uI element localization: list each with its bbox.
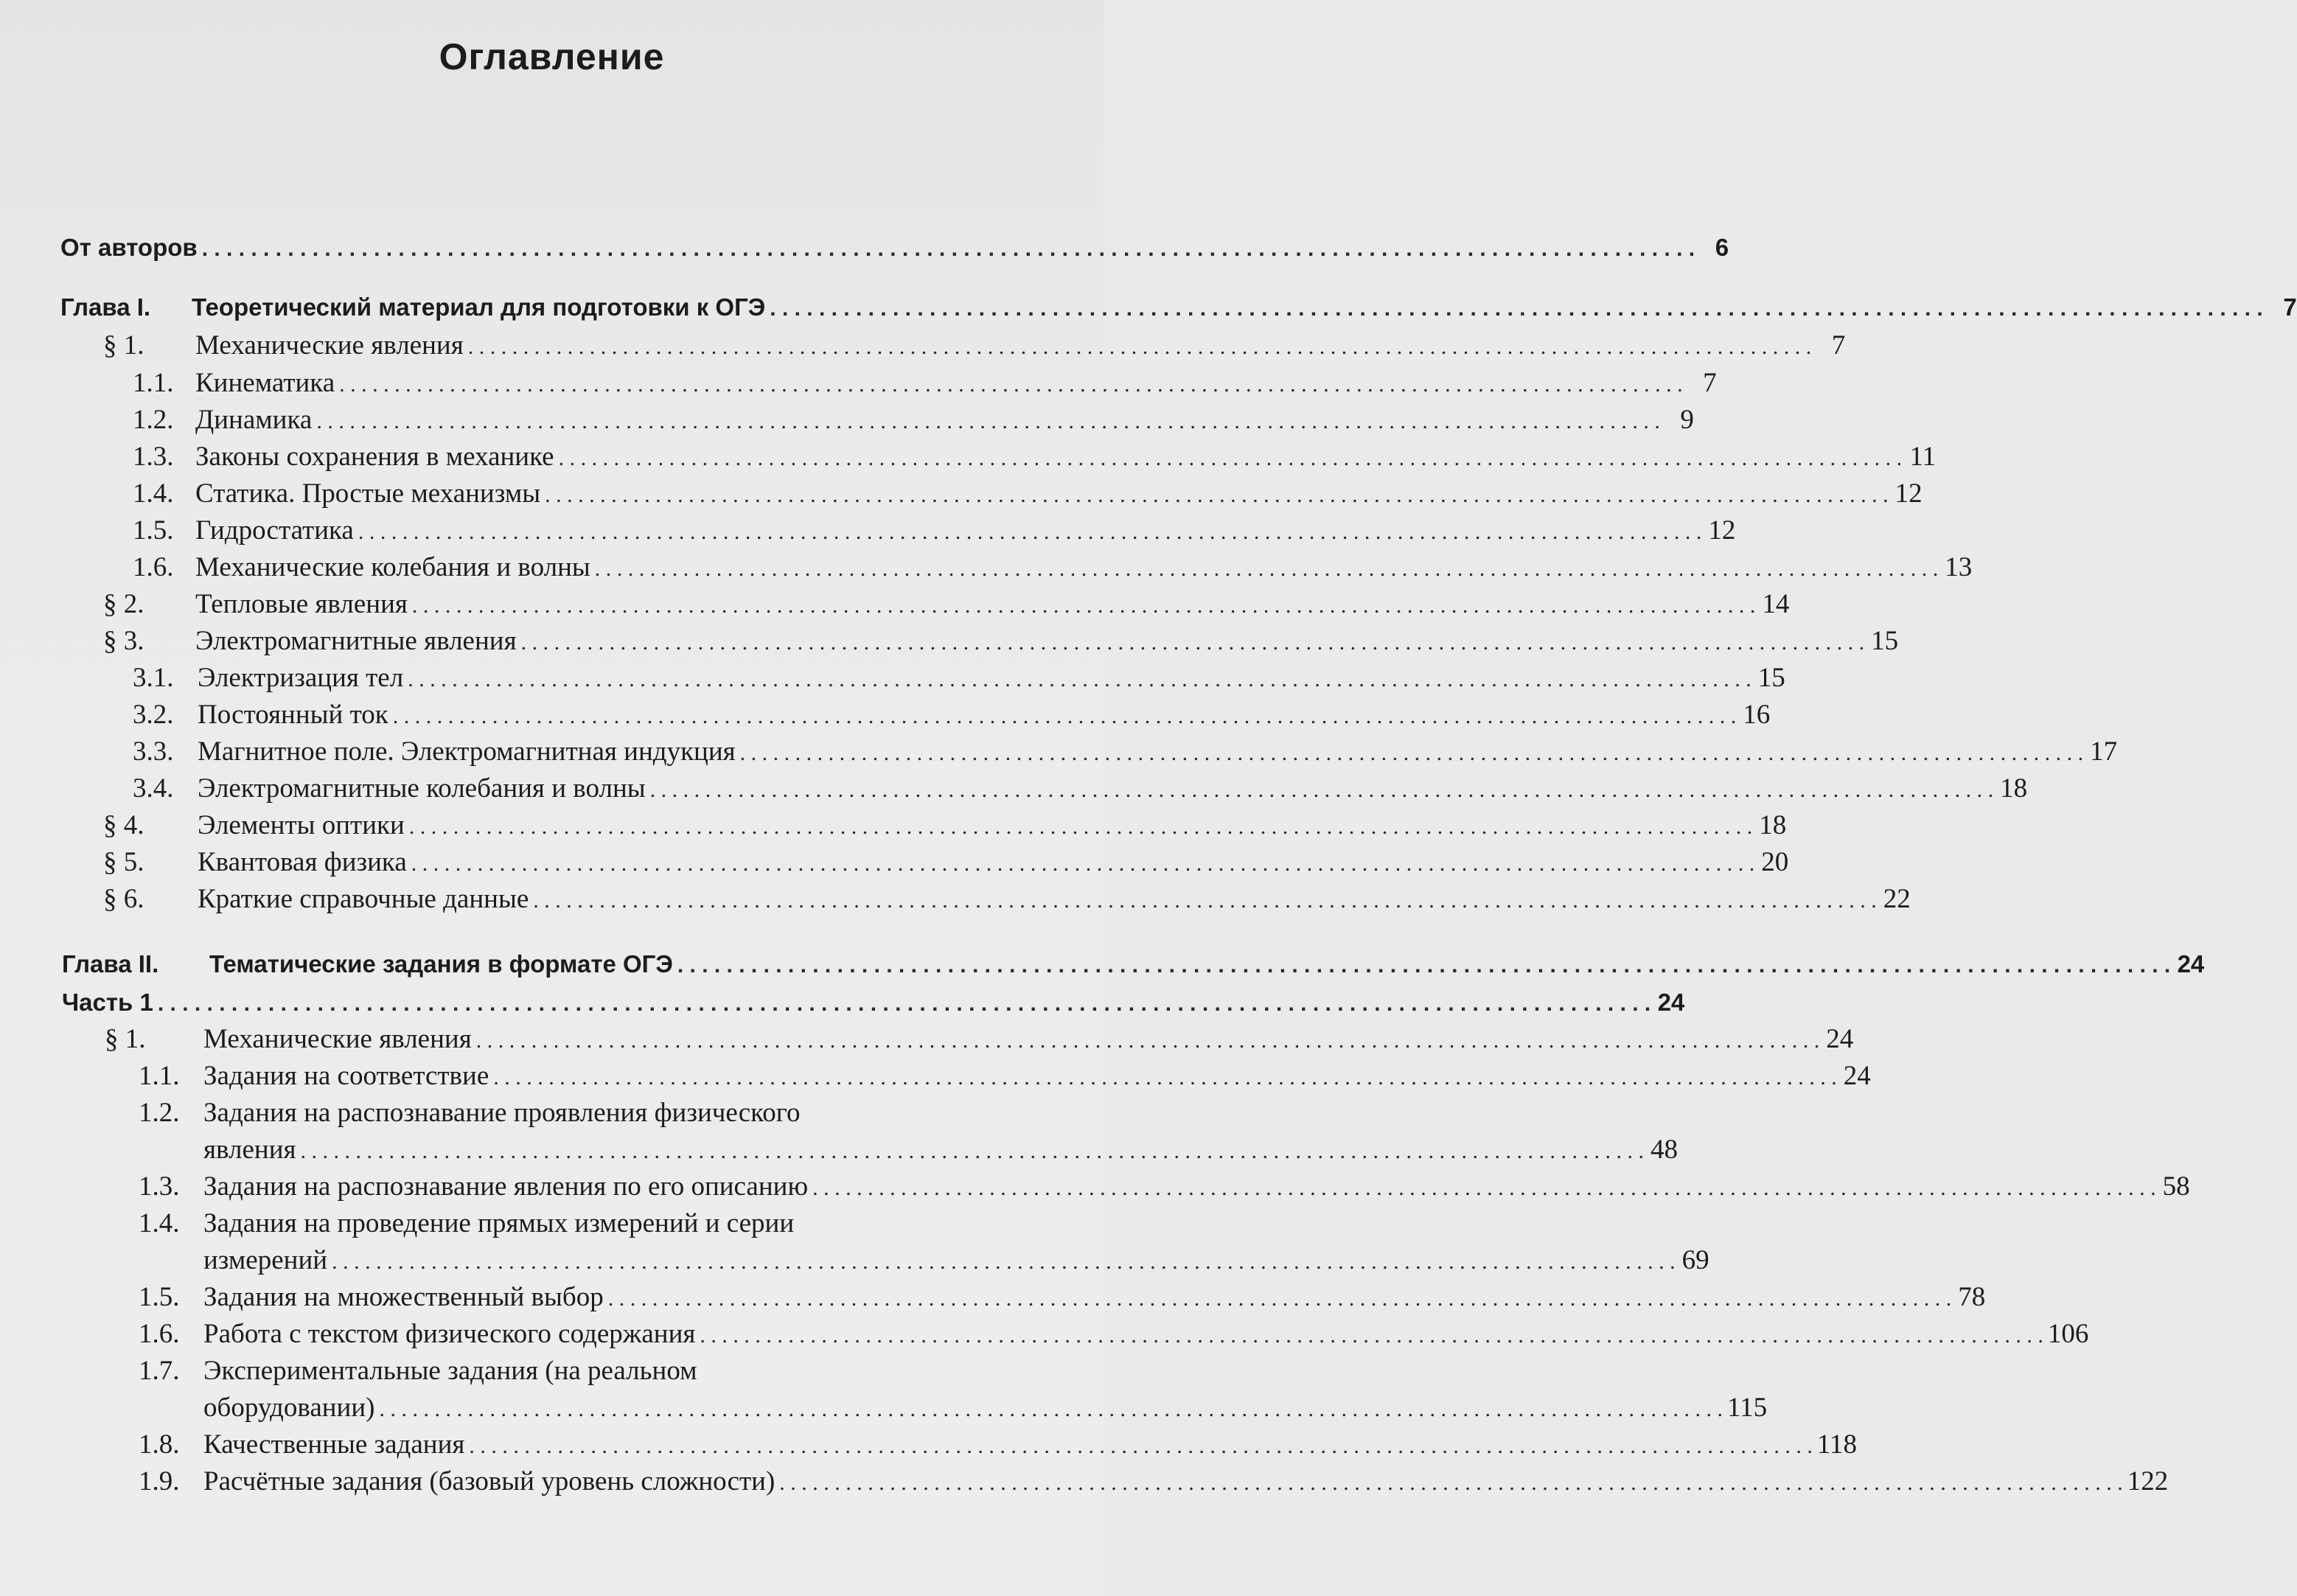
entry-number: § 3. xyxy=(103,626,144,656)
toc-entry-subsection[interactable] xyxy=(139,1169,2190,1205)
entry-number: 1.6. xyxy=(133,552,174,582)
entry-page: 7 xyxy=(2283,293,2297,321)
dot-leader xyxy=(339,367,1683,403)
entry-number: § 5. xyxy=(103,847,144,877)
toc-entry-subsection[interactable] xyxy=(139,1059,1871,1094)
entry-text: Динамика xyxy=(195,405,313,435)
dot-leader xyxy=(469,1429,1813,1464)
entry-page: 9 xyxy=(1680,405,1694,435)
dot-leader xyxy=(740,736,2084,771)
entry-page: 12 xyxy=(1895,478,1923,509)
toc-entry-section[interactable] xyxy=(103,587,1790,622)
entry-text: Задания на распознавание проявления физического xyxy=(203,1098,801,1128)
toc-entry-section[interactable] xyxy=(103,845,1789,880)
dot-leader xyxy=(379,1392,1723,1427)
entry-page: 15 xyxy=(1871,626,1899,656)
dot-leader xyxy=(650,773,1994,808)
entry-text: Задания на проведение прямых измерений и серии xyxy=(203,1208,795,1238)
toc-entry-continuation[interactable] xyxy=(203,1132,1679,1168)
entry-text: Магнитное поле. Электромагнитная индукция xyxy=(198,736,736,767)
entry-number: 1.5. xyxy=(139,1282,180,1312)
dot-leader xyxy=(770,291,2262,327)
entry-number: 1.4. xyxy=(139,1208,180,1238)
entry-page: 18 xyxy=(2000,773,2028,804)
toc-entry-subsection[interactable] xyxy=(133,734,2118,770)
dot-leader xyxy=(476,1023,1820,1059)
entry-page: 69 xyxy=(1681,1245,1709,1275)
dot-leader xyxy=(559,441,1903,476)
dot-leader xyxy=(700,1318,2043,1353)
dot-leader xyxy=(411,846,1755,882)
dot-leader xyxy=(545,478,1889,513)
entry-page: 16 xyxy=(1743,700,1771,730)
entry-page: 118 xyxy=(1816,1429,1858,1460)
entry-number: Глава I. xyxy=(60,293,151,321)
entry-page: 12 xyxy=(1708,515,1736,546)
entry-number: § 2. xyxy=(103,589,144,619)
entry-text-continued: измерений xyxy=(203,1245,328,1275)
entry-text: Задания на соответствие xyxy=(203,1061,489,1091)
entry-page: 24 xyxy=(1843,1061,1871,1091)
dot-leader xyxy=(533,883,1877,919)
toc-entry-subsection[interactable] xyxy=(133,661,1785,696)
entry-text: Работа с текстом физического содержания xyxy=(203,1319,696,1349)
entry-text: Законы сохранения в механике xyxy=(195,442,554,472)
dot-leader xyxy=(493,1060,1837,1095)
entry-page: 17 xyxy=(2090,736,2118,767)
entry-page: 24 xyxy=(2177,950,2205,978)
entry-number: 1.4. xyxy=(133,478,174,509)
dot-leader xyxy=(595,551,1939,587)
dot-leader xyxy=(412,588,1756,624)
entry-text: Электромагнитные явления xyxy=(195,626,517,656)
entry-page: 122 xyxy=(2127,1466,2169,1496)
entry-number: 1.8. xyxy=(139,1429,180,1460)
entry-text: Теоретический материал для подготовки к ОГЭ xyxy=(192,293,766,321)
dot-leader xyxy=(608,1281,1952,1317)
toc-entry-subsection[interactable] xyxy=(139,1464,2169,1499)
entry-page: 78 xyxy=(1958,1282,1986,1312)
dot-leader xyxy=(202,231,1695,267)
entry-page: 22 xyxy=(1883,884,1911,914)
entry-text: Гидростатика xyxy=(195,515,354,546)
entry-page: 14 xyxy=(1762,589,1790,619)
entry-text: Электризация тел xyxy=(198,663,404,693)
entry-page: 48 xyxy=(1651,1135,1679,1165)
dot-leader xyxy=(316,404,1660,439)
entry-text: Механические колебания и волны xyxy=(195,552,590,582)
toc-entry-subsection[interactable] xyxy=(133,771,2028,806)
entry-page: 20 xyxy=(1761,847,1789,877)
dot-leader xyxy=(409,809,1753,845)
entry-page: 18 xyxy=(1759,810,1787,840)
dot-leader xyxy=(393,699,1737,734)
entry-number: 1.5. xyxy=(133,515,174,546)
entry-number: 3.2. xyxy=(133,700,174,730)
entry-page: 7 xyxy=(1831,330,1846,360)
toc-entry-continuation[interactable] xyxy=(203,1390,1768,1426)
entry-text: Электромагнитные колебания и волны xyxy=(198,773,646,804)
entry-number: 3.4. xyxy=(133,773,174,804)
entry-page: 6 xyxy=(1715,234,1729,261)
entry-number: 1.9. xyxy=(139,1466,180,1496)
entry-text: Задания на распознавание явления по его описанию xyxy=(203,1171,809,1202)
toc-entry-subsection[interactable] xyxy=(139,1280,1986,1315)
entry-text: Статика. Простые механизмы xyxy=(195,478,541,509)
entry-page: 11 xyxy=(1909,442,1937,472)
entry-number: 1.3. xyxy=(133,442,174,472)
toc-entry-section[interactable] xyxy=(103,328,1846,363)
toc-entry-continuation[interactable] xyxy=(203,1243,1709,1278)
entry-number: § 1. xyxy=(105,1024,146,1054)
entry-text-continued: явления xyxy=(203,1135,296,1165)
entry-text: Тепловые явления xyxy=(195,589,408,619)
toc-entry-subsection[interactable] xyxy=(133,550,1973,585)
dot-leader xyxy=(158,986,1651,1022)
toc-entry-authors[interactable] xyxy=(60,230,1729,265)
entry-number: 1.6. xyxy=(139,1319,180,1349)
page-title: Оглавление xyxy=(439,36,665,77)
dot-leader xyxy=(408,662,1751,697)
entry-number: 1.1. xyxy=(133,368,174,398)
toc-entry-subsection[interactable] xyxy=(139,1317,2089,1352)
entry-text: Краткие справочные данные xyxy=(198,884,529,914)
toc-entry-subsection[interactable] xyxy=(133,476,1923,512)
entry-number: 1.3. xyxy=(139,1171,180,1202)
entry-number: 1.1. xyxy=(139,1061,180,1091)
entry-page: 13 xyxy=(1945,552,1973,582)
entry-number: 3.3. xyxy=(133,736,174,767)
entry-number: § 1. xyxy=(103,330,144,360)
entry-text: Тематические задания в формате ОГЭ xyxy=(209,950,673,978)
dot-leader xyxy=(677,948,2170,983)
toc-entry-subsection[interactable] xyxy=(133,439,1937,475)
toc-entry-section[interactable] xyxy=(103,882,1911,917)
toc-entry-section[interactable] xyxy=(105,1022,1854,1057)
entry-number: Глава II. xyxy=(62,950,159,978)
entry-text: Задания на множественный выбор xyxy=(203,1282,604,1312)
entry-number: 1.7. xyxy=(139,1356,180,1386)
toc-entry-subsection[interactable] xyxy=(139,1353,1029,1389)
entry-text: Экспериментальные задания (на реальном xyxy=(203,1356,697,1386)
entry-page: 7 xyxy=(1703,368,1717,398)
dot-leader xyxy=(521,625,1865,661)
toc-entry-section[interactable] xyxy=(103,624,1899,659)
entry-number: 1.2. xyxy=(133,405,174,435)
entry-text: Кинематика xyxy=(195,368,335,398)
toc-entry-part[interactable] xyxy=(62,985,1685,1020)
toc-entry-subsection[interactable] xyxy=(133,513,1736,548)
entry-text: От авторов xyxy=(60,234,198,261)
entry-page: 58 xyxy=(2162,1171,2190,1202)
entry-text: Механические явления xyxy=(195,330,464,360)
toc-entry-subsection[interactable] xyxy=(139,1206,1029,1241)
entry-text: Расчётные задания (базовый уровень сложности) xyxy=(203,1466,775,1496)
entry-text-continued: оборудовании) xyxy=(203,1393,375,1423)
toc-entry-chapter[interactable] xyxy=(62,947,2205,982)
dot-leader xyxy=(779,1466,2123,1501)
entry-page: 24 xyxy=(1657,989,1685,1016)
toc-entry-section[interactable] xyxy=(103,808,1787,843)
entry-page: 115 xyxy=(1726,1393,1768,1423)
entry-text: Квантовая физика xyxy=(198,847,407,877)
entry-text: Часть 1 xyxy=(62,989,153,1016)
toc-entry-subsection[interactable] xyxy=(139,1427,1858,1463)
entry-page: 24 xyxy=(1826,1024,1854,1054)
dot-leader xyxy=(301,1134,1645,1169)
dot-leader xyxy=(332,1244,1676,1280)
entry-text: Элементы оптики xyxy=(198,810,405,840)
dot-leader xyxy=(812,1171,2156,1206)
entry-page: 106 xyxy=(2047,1319,2089,1349)
dot-leader xyxy=(468,330,1812,365)
toc-entry-subsection[interactable] xyxy=(133,366,1717,401)
entry-number: 1.2. xyxy=(139,1098,180,1128)
entry-number: § 6. xyxy=(103,884,144,914)
dot-leader xyxy=(358,515,1702,550)
entry-text: Качественные задания xyxy=(203,1429,465,1460)
toc-entry-chapter[interactable] xyxy=(60,290,2297,325)
entry-text: Механические явления xyxy=(203,1024,472,1054)
entry-page: 15 xyxy=(1757,663,1785,693)
toc-entry-subsection[interactable] xyxy=(133,697,1771,733)
entry-text: Постоянный ток xyxy=(198,700,388,730)
toc-entry-subsection[interactable] xyxy=(133,403,1694,438)
entry-number: § 4. xyxy=(103,810,144,840)
toc-entry-subsection[interactable] xyxy=(139,1095,1029,1131)
entry-number: 3.1. xyxy=(133,663,174,693)
